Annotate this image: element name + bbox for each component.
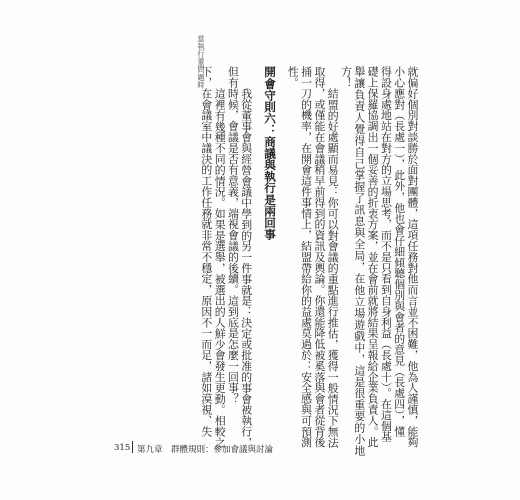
text-column: 下，在會議室中議決的工作任務就非常不穩定，原因不一而足，諸如漠視、失 bbox=[199, 66, 213, 437]
footer-divider bbox=[132, 441, 133, 453]
text-column: 結盟的好處顯而易見：你可以對會議的重點進行推估，獲得一般情況下無法 bbox=[326, 87, 340, 448]
text-column: 這裡有幾種不同的情況。如果是選舉，被選出的人鮮少會發生更動。相較之 bbox=[213, 87, 227, 448]
section-heading: 開會守則六：商議與執行是兩回事 bbox=[263, 66, 278, 240]
text-column: 取得，或僅能在會議稍早前得到的資訊及輿論。你還能降低被奚落與會者從背後 bbox=[312, 66, 326, 448]
text-column: 舉讓負責人覺得自己掌握了訊息與全局，在他立場遊戲中，這是很重要的小地方！ bbox=[339, 66, 366, 456]
text-column: 但有時候，會議是否有意義，端視會議的後續。這到底是怎麼一回事？ bbox=[226, 66, 240, 404]
body-text bbox=[119, 66, 419, 456]
text-column: 就偏好個別對談勝於面對團體，這項任務對他而言並不困難，他為人謹慎，能夠 bbox=[406, 66, 419, 448]
text-column: 礎上保羅協調出一個妥善的折衷方案，並在會前就將結果呈報給企業負責人。此 bbox=[366, 66, 380, 448]
text-column: 小心應對（長處一），此外，他也會仔細傾聽個別與會者的意見（長處四），懂 bbox=[392, 66, 406, 437]
text-column: 我從董事會與經營會議中學到的另一件事就是：決定或批准的事會被執行， bbox=[239, 87, 253, 448]
page-number: 315 bbox=[114, 443, 131, 453]
text-column: 得設身處地站在對方的立場思考，而不是只看到自身利益（長處十）。在這個基 bbox=[379, 66, 393, 443]
text-column: 捅一刀的機率，在開會這件事情上，結盟帶給你的益處莫過於：安全感與可預測 bbox=[299, 66, 313, 448]
running-head: 當執行董問題時 bbox=[197, 35, 206, 89]
chapter-title: 第九章 群體規則：參加會議與討論 bbox=[137, 445, 274, 455]
text-column: 性。 bbox=[286, 66, 300, 88]
